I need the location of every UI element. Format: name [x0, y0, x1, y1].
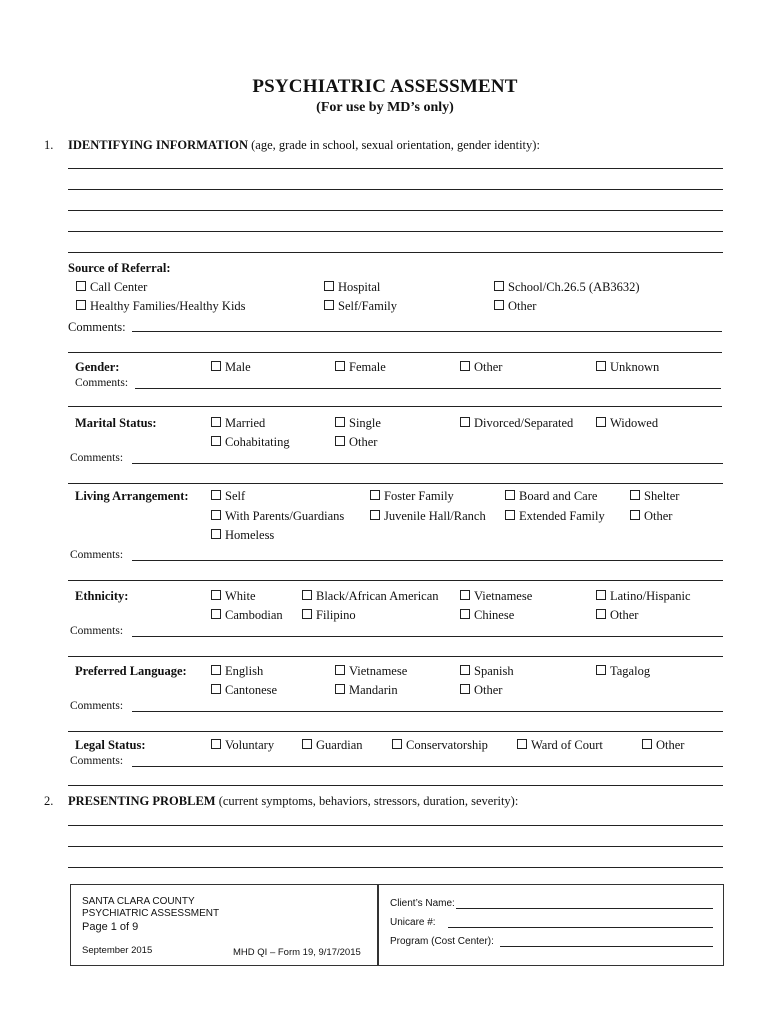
marital-option-divorced[interactable]: Divorced/Separated — [460, 416, 573, 431]
page-subtitle: (For use by MD’s only) — [316, 100, 454, 115]
checkbox-icon[interactable] — [370, 510, 380, 520]
checkbox-icon[interactable] — [596, 361, 606, 371]
living-option-shelter[interactable]: Shelter — [630, 489, 679, 504]
identifying-info-line-4[interactable] — [68, 231, 723, 232]
checkbox-icon[interactable] — [460, 684, 470, 694]
living-option-board-and-care[interactable]: Board and Care — [505, 489, 597, 504]
unicare-field[interactable] — [448, 927, 713, 928]
footer-form-name: PSYCHIATRIC ASSESSMENT — [82, 908, 220, 919]
checkbox-icon[interactable] — [460, 609, 470, 619]
identifying-info-line-2[interactable] — [68, 189, 723, 190]
gender-comments-line[interactable] — [135, 388, 721, 389]
ethnicity-comments-line-2[interactable] — [68, 656, 723, 657]
checkbox-icon[interactable] — [324, 281, 334, 291]
marital-comments-line-2[interactable] — [68, 483, 723, 484]
ethnicity-option-white[interactable]: White — [211, 589, 256, 604]
marital-label: Marital Status: — [75, 416, 157, 430]
section-2-hint: (current symptoms, behaviors, stressors, duration, severity): — [218, 794, 519, 808]
gender-option-other[interactable]: Other — [460, 360, 502, 375]
legal-option-voluntary[interactable]: Voluntary — [211, 738, 274, 753]
checkbox-icon[interactable] — [302, 739, 312, 749]
marital-option-married[interactable]: Married — [211, 416, 265, 431]
checkbox-icon[interactable] — [460, 665, 470, 675]
gender-label: Gender: — [75, 360, 120, 374]
gender-option-female[interactable]: Female — [335, 360, 386, 375]
language-option-tagalog[interactable]: Tagalog — [596, 664, 650, 679]
language-option-cantonese[interactable]: Cantonese — [211, 683, 277, 698]
living-option-self[interactable]: Self — [211, 489, 245, 504]
footer-date: September 2015 — [82, 945, 153, 956]
checkbox-icon[interactable] — [596, 609, 606, 619]
checkbox-icon[interactable] — [335, 417, 345, 427]
gender-option-unknown[interactable]: Unknown — [596, 360, 659, 375]
legal-comments-label: Comments: — [70, 755, 124, 767]
gender-comments-line-2[interactable] — [68, 406, 722, 407]
client-name-field[interactable] — [456, 908, 713, 909]
referral-option-call-center[interactable]: Call Center — [76, 280, 147, 295]
checkbox-icon[interactable] — [335, 665, 345, 675]
checkbox-icon[interactable] — [517, 739, 527, 749]
living-comments-line-2[interactable] — [68, 580, 723, 581]
legal-option-guardian[interactable]: Guardian — [302, 738, 363, 753]
marital-option-cohabitating[interactable]: Cohabitating — [211, 435, 290, 450]
checkbox-icon[interactable] — [642, 739, 652, 749]
checkbox-icon[interactable] — [630, 510, 640, 520]
ethnicity-option-latino[interactable]: Latino/Hispanic — [596, 589, 691, 604]
checkbox-icon[interactable] — [76, 300, 86, 310]
identifying-info-line-3[interactable] — [68, 210, 723, 211]
presenting-problem-line-3[interactable] — [68, 867, 723, 868]
referral-option-self-family[interactable]: Self/Family — [324, 299, 397, 314]
living-option-with-parents[interactable]: With Parents/Guardians — [211, 509, 344, 524]
gender-comments-label: Comments: — [75, 377, 129, 389]
identifying-info-line-1[interactable] — [68, 168, 723, 169]
living-option-other[interactable]: Other — [630, 509, 672, 524]
checkbox-icon[interactable] — [494, 281, 504, 291]
unicare-label: Unicare #: — [390, 917, 436, 928]
section-2-heading: PRESENTING PROBLEM — [68, 794, 216, 808]
living-option-extended-family[interactable]: Extended Family — [505, 509, 605, 524]
section-1-heading-row — [68, 138, 540, 153]
checkbox-icon[interactable] — [211, 436, 221, 446]
presenting-problem-line-1[interactable] — [68, 825, 723, 826]
checkbox-icon[interactable] — [211, 510, 221, 520]
language-option-other[interactable]: Other — [460, 683, 502, 698]
checkbox-icon[interactable] — [505, 510, 515, 520]
referral-option-hospital[interactable]: Hospital — [324, 280, 380, 295]
legal-option-ward-of-court[interactable]: Ward of Court — [517, 738, 603, 753]
language-option-vietnamese[interactable]: Vietnamese — [335, 664, 407, 679]
checkbox-icon[interactable] — [211, 490, 221, 500]
checkbox-icon[interactable] — [302, 609, 312, 619]
gender-option-male[interactable]: Male — [211, 360, 251, 375]
marital-comments-line[interactable] — [132, 463, 723, 464]
referral-option-healthy-families[interactable]: Healthy Families/Healthy Kids — [76, 299, 246, 314]
presenting-problem-line-2[interactable] — [68, 846, 723, 847]
section-1-heading: IDENTIFYING INFORMATION — [68, 138, 248, 152]
referral-comments-line-2[interactable] — [68, 352, 722, 353]
checkbox-icon[interactable] — [211, 739, 221, 749]
ethnicity-comments-label: Comments: — [70, 625, 124, 637]
language-option-mandarin[interactable]: Mandarin — [335, 683, 398, 698]
checkbox-icon[interactable] — [211, 361, 221, 371]
checkbox-icon[interactable] — [335, 361, 345, 371]
language-comments-line[interactable] — [132, 711, 723, 712]
legal-option-conservatorship[interactable]: Conservatorship — [392, 738, 488, 753]
living-comments-line[interactable] — [132, 560, 723, 561]
legal-comments-line-2[interactable] — [68, 785, 723, 786]
program-label: Program (Cost Center): — [390, 936, 494, 947]
checkbox-icon[interactable] — [211, 609, 221, 619]
checkbox-icon[interactable] — [211, 529, 221, 539]
living-comments-label: Comments: — [70, 549, 124, 561]
checkbox-icon[interactable] — [211, 665, 221, 675]
checkbox-icon[interactable] — [302, 590, 312, 600]
ethnicity-option-cambodian[interactable]: Cambodian — [211, 608, 283, 623]
living-option-juvenile-hall[interactable]: Juvenile Hall/Ranch — [370, 509, 486, 524]
ethnicity-option-other[interactable]: Other — [596, 608, 638, 623]
referral-comments-label: Comments: — [68, 320, 126, 334]
language-option-spanish[interactable]: Spanish — [460, 664, 514, 679]
language-comments-label: Comments: — [70, 700, 124, 712]
ethnicity-option-black[interactable]: Black/African American — [302, 589, 439, 604]
checkbox-icon[interactable] — [211, 684, 221, 694]
ethnicity-option-chinese[interactable]: Chinese — [460, 608, 514, 623]
living-option-homeless[interactable]: Homeless — [211, 528, 274, 543]
footer-county: SANTA CLARA COUNTY — [82, 896, 195, 907]
ethnicity-label: Ethnicity: — [75, 589, 129, 603]
referral-option-school[interactable]: School/Ch.26.5 (AB3632) — [494, 280, 640, 295]
section-2-number: 2. — [44, 794, 54, 808]
checkbox-icon[interactable] — [392, 739, 402, 749]
section-1-hint: (age, grade in school, sexual orientation, gender identity): — [251, 138, 540, 152]
checkbox-icon[interactable] — [211, 417, 221, 427]
language-label: Preferred Language: — [75, 664, 187, 678]
section-1-number: 1. — [44, 138, 54, 152]
checkbox-icon[interactable] — [460, 361, 470, 371]
section-2-heading-row — [68, 794, 518, 809]
checkbox-icon[interactable] — [335, 684, 345, 694]
legal-label: Legal Status: — [75, 738, 146, 752]
checkbox-icon[interactable] — [596, 417, 606, 427]
living-label: Living Arrangement: — [75, 489, 189, 503]
language-option-english[interactable]: English — [211, 664, 263, 679]
ethnicity-option-filipino[interactable]: Filipino — [302, 608, 356, 623]
program-field[interactable] — [500, 946, 713, 947]
checkbox-icon[interactable] — [211, 590, 221, 600]
checkbox-icon[interactable] — [335, 436, 345, 446]
marital-option-other[interactable]: Other — [335, 435, 377, 450]
checkbox-icon[interactable] — [460, 590, 470, 600]
living-option-foster-family[interactable]: Foster Family — [370, 489, 454, 504]
language-comments-line-2[interactable] — [68, 731, 723, 732]
checkbox-icon[interactable] — [460, 417, 470, 427]
legal-comments-line[interactable] — [132, 766, 723, 767]
ethnicity-comments-line[interactable] — [132, 636, 723, 637]
page-title: PSYCHIATRIC ASSESSMENT — [252, 76, 518, 97]
legal-option-other[interactable]: Other — [642, 738, 684, 753]
checkbox-icon[interactable] — [505, 490, 515, 500]
marital-option-widowed[interactable]: Widowed — [596, 416, 658, 431]
client-name-label: Client’s Name: — [390, 898, 455, 909]
marital-comments-label: Comments: — [70, 452, 124, 464]
footer-form-id: MHD QI – Form 19, 9/17/2015 — [233, 947, 361, 958]
checkbox-icon[interactable] — [324, 300, 334, 310]
footer-page: Page 1 of 9 — [82, 921, 139, 933]
referral-label: Source of Referral: — [68, 261, 171, 275]
checkbox-icon[interactable] — [370, 490, 380, 500]
referral-option-other[interactable]: Other — [494, 299, 536, 314]
checkbox-icon[interactable] — [76, 281, 86, 291]
ethnicity-option-vietnamese[interactable]: Vietnamese — [460, 589, 532, 604]
marital-option-single[interactable]: Single — [335, 416, 381, 431]
checkbox-icon[interactable] — [630, 490, 640, 500]
identifying-info-line-5[interactable] — [68, 252, 723, 253]
checkbox-icon[interactable] — [596, 590, 606, 600]
checkbox-icon[interactable] — [596, 665, 606, 675]
referral-comments-line[interactable] — [132, 331, 722, 332]
checkbox-icon[interactable] — [494, 300, 504, 310]
